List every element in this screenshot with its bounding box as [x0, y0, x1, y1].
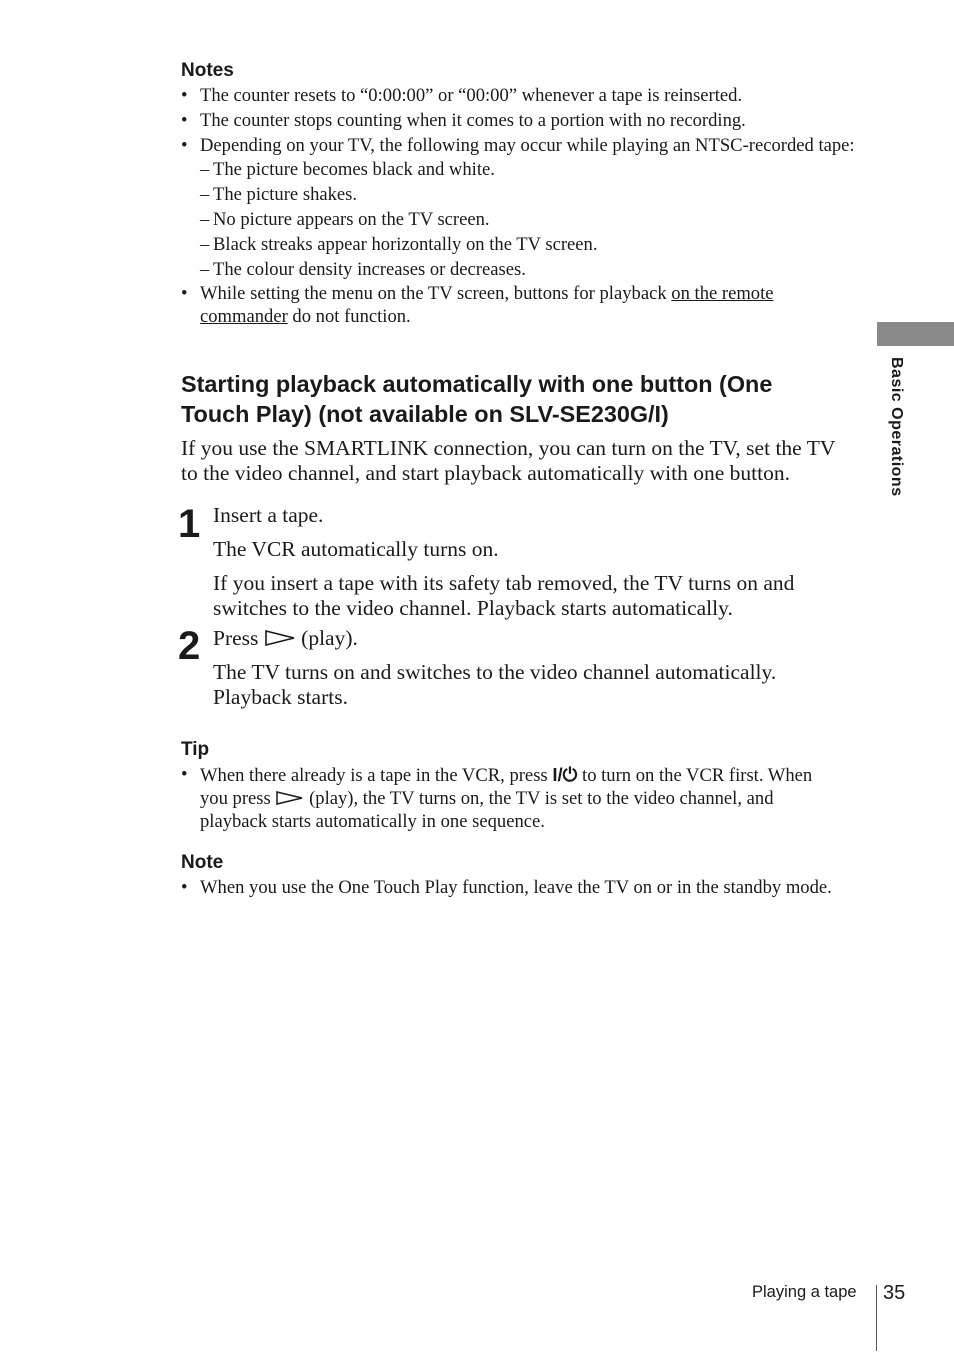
- tip-text: (play), the TV turns on, the TV is set to the video channel, and: [309, 788, 774, 809]
- tip-line: [200, 763, 873, 787]
- tip-line: [200, 787, 873, 810]
- footer-section-label: Playing a tape: [752, 1283, 857, 1301]
- play-icon: [264, 629, 296, 647]
- intro-line: If you use the SMARTLINK connection, you can turn on the TV, set the TV: [181, 436, 836, 460]
- remote-commander-link-part2: commander: [200, 306, 288, 327]
- list-item: • The counter resets to “0:00:00” or “00:00” whenever a tape is reinserted.: [181, 84, 873, 107]
- step-instruction-text: (play).: [301, 626, 358, 650]
- tip-text: When there already is a tape in the VCR, press: [200, 765, 548, 786]
- step-instruction: Insert a tape.: [213, 503, 324, 527]
- list-item: [181, 763, 873, 833]
- tip-title: Tip: [181, 739, 210, 760]
- list-item-text-end: do not function.: [287, 306, 411, 327]
- step-number: 2: [178, 624, 201, 668]
- section-heading: [181, 369, 841, 429]
- tip-list: [181, 763, 873, 833]
- notes-list: [181, 84, 873, 328]
- step-instruction-text: Press: [213, 626, 259, 650]
- step-number: 1: [178, 502, 201, 546]
- remote-commander-link-part1: on the remote: [671, 283, 774, 304]
- step-result-line: If you insert a tape with its safety tab removed, the TV turns on and: [213, 571, 795, 595]
- page-number: 35: [883, 1282, 906, 1304]
- heading-line: Starting playback automatically with one button (One: [181, 371, 773, 397]
- list-item: [181, 134, 873, 282]
- play-icon: [275, 790, 304, 806]
- sub-item: – No picture appears on the TV screen.: [200, 207, 873, 232]
- sub-item: – The picture becomes black and white.: [200, 157, 873, 182]
- list-item: • The counter stops counting when it comes to a portion with no recording.: [181, 109, 873, 132]
- tip-text: you press: [200, 788, 271, 809]
- note-title: Note: [181, 852, 224, 873]
- heading-line: Touch Play) (not available on SLV-SE230G/I): [181, 401, 669, 427]
- step-result: [213, 660, 863, 710]
- sub-item: – The picture shakes.: [200, 182, 873, 207]
- tip-line: playback starts automatically in one sequence.: [200, 811, 545, 832]
- step-result-line: switches to the video channel. Playback starts automatically.: [213, 596, 733, 620]
- step-result: The VCR automatically turns on.: [213, 537, 499, 561]
- list-item: [181, 282, 873, 328]
- step-result-line: Playback starts.: [213, 685, 348, 709]
- list-item: • When you use the One Touch Play function, leave the TV on or in the standby mode.: [181, 876, 841, 899]
- step-instruction: [213, 626, 863, 651]
- note-list: [181, 876, 841, 899]
- power-icon: I/⏻: [552, 764, 578, 785]
- step-result: [213, 571, 863, 621]
- sub-item: – Black streaks appear horizontally on the TV screen.: [200, 232, 873, 257]
- tip-text: to turn on the VCR first. When: [582, 765, 813, 786]
- sub-item: – The colour density increases or decreases.: [200, 257, 873, 282]
- list-item-text: While setting the menu on the TV screen, buttons for playback: [200, 283, 672, 304]
- intro-line: to the video channel, and start playback automatically with one button.: [181, 461, 790, 485]
- step-result-line: The TV turns on and switches to the video channel automatically.: [213, 660, 777, 684]
- notes-title: Notes: [181, 60, 234, 81]
- list-item-text: Depending on your TV, the following may occur while playing an NTSC-recorded tape:: [200, 135, 855, 156]
- footer-divider: [876, 1285, 877, 1351]
- side-tab-label: Basic Operations: [888, 357, 905, 497]
- section-intro: [181, 436, 881, 486]
- side-tab-bar: [877, 322, 954, 346]
